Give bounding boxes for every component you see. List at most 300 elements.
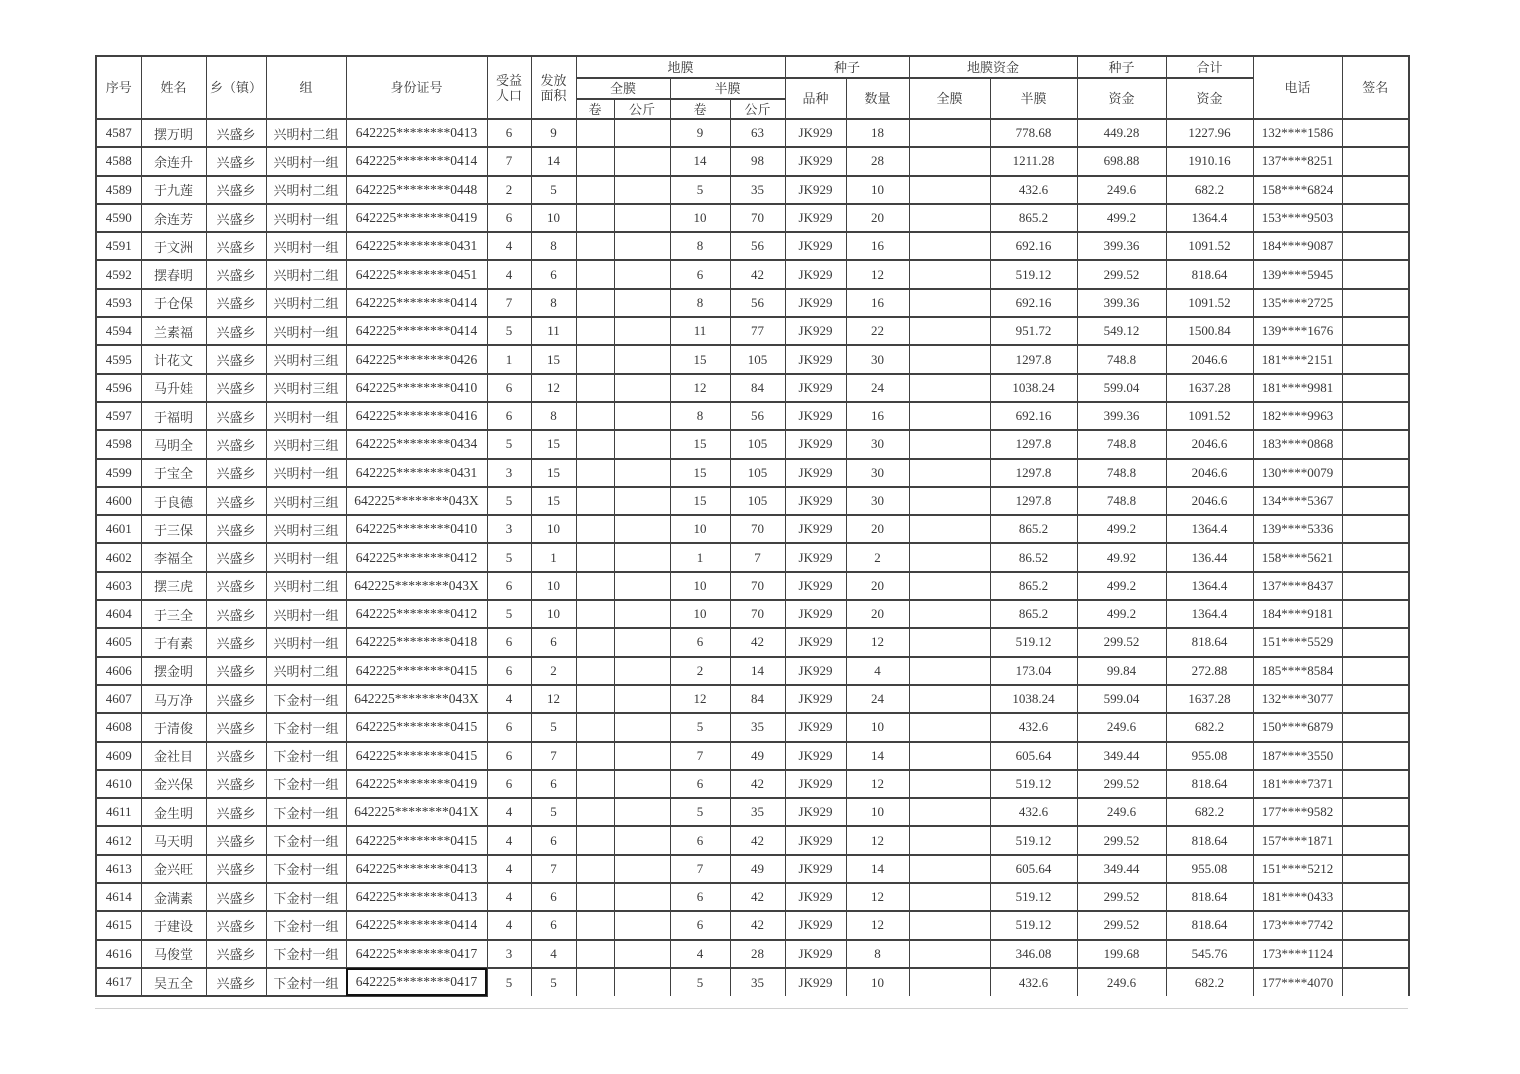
cell-seed-variety[interactable]: JK929 [785, 119, 846, 147]
cell-township[interactable]: 兴盛乡 [206, 119, 266, 147]
cell-full-film-roll[interactable] [576, 232, 614, 260]
cell-group[interactable]: 兴明村三组 [266, 430, 346, 458]
cell-group[interactable]: 下金村一组 [266, 940, 346, 968]
cell-area[interactable]: 9 [531, 119, 576, 147]
cell-township[interactable]: 兴盛乡 [206, 459, 266, 487]
cell-signature[interactable] [1342, 147, 1409, 175]
cell-seed-variety[interactable]: JK929 [785, 232, 846, 260]
cell-township[interactable]: 兴盛乡 [206, 657, 266, 685]
cell-signature[interactable] [1342, 515, 1409, 543]
cell-fund-seed[interactable]: 299.52 [1077, 628, 1166, 656]
cell-fund-full-film[interactable] [909, 685, 990, 713]
cell-fund-seed[interactable]: 499.2 [1077, 572, 1166, 600]
cell-fund-full-film[interactable] [909, 798, 990, 826]
cell-id-number[interactable]: 642225********0414 [346, 911, 487, 939]
header-film-group[interactable]: 地膜 [576, 56, 785, 78]
cell-full-film-kg[interactable] [614, 600, 670, 628]
cell-seed-quantity[interactable]: 20 [846, 515, 909, 543]
cell-fund-half-film[interactable]: 519.12 [990, 628, 1077, 656]
cell-area[interactable]: 15 [531, 345, 576, 373]
cell-beneficiaries[interactable]: 4 [487, 826, 531, 854]
cell-fund-total[interactable]: 1364.4 [1166, 515, 1253, 543]
cell-fund-seed[interactable]: 499.2 [1077, 515, 1166, 543]
cell-name[interactable]: 余连升 [141, 147, 206, 175]
cell-seed-quantity[interactable]: 14 [846, 855, 909, 883]
cell-full-film-roll[interactable] [576, 628, 614, 656]
cell-name[interactable]: 金满素 [141, 883, 206, 911]
cell-fund-total[interactable]: 545.76 [1166, 940, 1253, 968]
cell-township[interactable]: 兴盛乡 [206, 685, 266, 713]
cell-fund-seed[interactable]: 499.2 [1077, 204, 1166, 232]
cell-fund-seed[interactable]: 49.92 [1077, 543, 1166, 571]
cell-full-film-roll[interactable] [576, 147, 614, 175]
cell-half-film-kg[interactable]: 56 [730, 232, 785, 260]
cell-beneficiaries[interactable]: 6 [487, 713, 531, 741]
cell-full-film-kg[interactable] [614, 402, 670, 430]
cell-signature[interactable] [1342, 742, 1409, 770]
header-id-number[interactable]: 身份证号 [346, 56, 487, 119]
cell-serial[interactable]: 4616 [96, 940, 141, 968]
cell-seed-quantity[interactable]: 10 [846, 968, 909, 996]
cell-group[interactable]: 下金村一组 [266, 826, 346, 854]
cell-group[interactable]: 兴明村一组 [266, 628, 346, 656]
cell-full-film-roll[interactable] [576, 402, 614, 430]
cell-seed-variety[interactable]: JK929 [785, 459, 846, 487]
cell-half-film-kg[interactable]: 105 [730, 459, 785, 487]
cell-full-film-kg[interactable] [614, 515, 670, 543]
cell-area[interactable]: 8 [531, 402, 576, 430]
cell-signature[interactable] [1342, 402, 1409, 430]
cell-area[interactable]: 6 [531, 260, 576, 288]
cell-signature[interactable] [1342, 685, 1409, 713]
cell-seed-variety[interactable]: JK929 [785, 685, 846, 713]
cell-group[interactable]: 下金村一组 [266, 713, 346, 741]
header-seed-quantity[interactable]: 数量 [846, 78, 909, 119]
cell-fund-half-film[interactable]: 865.2 [990, 515, 1077, 543]
cell-signature[interactable] [1342, 940, 1409, 968]
cell-township[interactable]: 兴盛乡 [206, 260, 266, 288]
cell-fund-seed[interactable]: 748.8 [1077, 459, 1166, 487]
cell-seed-quantity[interactable]: 30 [846, 487, 909, 515]
cell-fund-total[interactable]: 1364.4 [1166, 600, 1253, 628]
cell-area[interactable]: 7 [531, 742, 576, 770]
cell-phone[interactable]: 183****0868 [1253, 430, 1342, 458]
cell-full-film-kg[interactable] [614, 826, 670, 854]
header-beneficiaries[interactable] [487, 56, 531, 119]
cell-half-film-roll[interactable]: 2 [670, 657, 730, 685]
cell-full-film-kg[interactable] [614, 572, 670, 600]
cell-group[interactable]: 兴明村一组 [266, 147, 346, 175]
cell-signature[interactable] [1342, 628, 1409, 656]
cell-signature[interactable] [1342, 798, 1409, 826]
cell-seed-variety[interactable]: JK929 [785, 600, 846, 628]
cell-phone[interactable]: 137****8251 [1253, 147, 1342, 175]
cell-full-film-roll[interactable] [576, 770, 614, 798]
cell-half-film-roll[interactable]: 8 [670, 402, 730, 430]
cell-signature[interactable] [1342, 459, 1409, 487]
cell-seed-quantity[interactable]: 30 [846, 430, 909, 458]
cell-half-film-roll[interactable]: 7 [670, 855, 730, 883]
cell-serial[interactable]: 4610 [96, 770, 141, 798]
cell-seed-quantity[interactable]: 30 [846, 345, 909, 373]
cell-seed-variety[interactable]: JK929 [785, 713, 846, 741]
cell-fund-half-film[interactable]: 1297.8 [990, 345, 1077, 373]
cell-beneficiaries[interactable]: 1 [487, 345, 531, 373]
cell-group[interactable]: 下金村一组 [266, 968, 346, 996]
cell-beneficiaries[interactable]: 2 [487, 176, 531, 204]
cell-half-film-roll[interactable]: 5 [670, 713, 730, 741]
cell-beneficiaries[interactable]: 3 [487, 515, 531, 543]
cell-full-film-roll[interactable] [576, 911, 614, 939]
cell-fund-half-film[interactable]: 778.68 [990, 119, 1077, 147]
cell-id-number[interactable]: 642225********043X [346, 685, 487, 713]
cell-seed-quantity[interactable]: 10 [846, 176, 909, 204]
cell-beneficiaries[interactable]: 7 [487, 289, 531, 317]
cell-fund-half-film[interactable]: 951.72 [990, 317, 1077, 345]
cell-seed-variety[interactable]: JK929 [785, 628, 846, 656]
cell-phone[interactable]: 181****2151 [1253, 345, 1342, 373]
cell-beneficiaries[interactable]: 6 [487, 657, 531, 685]
cell-fund-half-film[interactable]: 519.12 [990, 883, 1077, 911]
cell-fund-full-film[interactable] [909, 147, 990, 175]
cell-half-film-kg[interactable]: 84 [730, 685, 785, 713]
cell-full-film-kg[interactable] [614, 940, 670, 968]
cell-township[interactable]: 兴盛乡 [206, 855, 266, 883]
cell-id-number[interactable]: 642225********0414 [346, 147, 487, 175]
cell-phone[interactable]: 187****3550 [1253, 742, 1342, 770]
cell-id-number[interactable]: 642225********0434 [346, 430, 487, 458]
cell-fund-total[interactable]: 818.64 [1166, 260, 1253, 288]
cell-group[interactable]: 下金村一组 [266, 855, 346, 883]
cell-name[interactable]: 金兴保 [141, 770, 206, 798]
cell-township[interactable]: 兴盛乡 [206, 515, 266, 543]
cell-seed-variety[interactable]: JK929 [785, 742, 846, 770]
cell-name[interactable]: 摆万明 [141, 119, 206, 147]
cell-seed-quantity[interactable]: 20 [846, 204, 909, 232]
cell-group[interactable]: 兴明村二组 [266, 260, 346, 288]
cell-half-film-kg[interactable]: 28 [730, 940, 785, 968]
cell-full-film-kg[interactable] [614, 543, 670, 571]
cell-full-film-roll[interactable] [576, 685, 614, 713]
cell-id-number[interactable]: 642225********0416 [346, 402, 487, 430]
cell-id-number[interactable]: 642225********041X [346, 798, 487, 826]
cell-name[interactable]: 计花文 [141, 345, 206, 373]
cell-township[interactable]: 兴盛乡 [206, 374, 266, 402]
cell-half-film-roll[interactable]: 12 [670, 374, 730, 402]
cell-township[interactable]: 兴盛乡 [206, 487, 266, 515]
cell-fund-full-film[interactable] [909, 459, 990, 487]
cell-id-number[interactable]: 642225********0417 [346, 940, 487, 968]
cell-id-number[interactable]: 642225********0415 [346, 713, 487, 741]
cell-fund-seed[interactable]: 748.8 [1077, 487, 1166, 515]
cell-signature[interactable] [1342, 883, 1409, 911]
cell-area[interactable]: 6 [531, 911, 576, 939]
cell-fund-total[interactable]: 2046.6 [1166, 345, 1253, 373]
cell-fund-half-film[interactable]: 1297.8 [990, 487, 1077, 515]
cell-phone[interactable]: 153****9503 [1253, 204, 1342, 232]
cell-signature[interactable] [1342, 119, 1409, 147]
cell-phone[interactable]: 184****9181 [1253, 600, 1342, 628]
cell-full-film-kg[interactable] [614, 657, 670, 685]
cell-name[interactable]: 李福全 [141, 543, 206, 571]
cell-full-film-kg[interactable] [614, 147, 670, 175]
cell-name[interactable]: 兰素福 [141, 317, 206, 345]
cell-seed-variety[interactable]: JK929 [785, 402, 846, 430]
cell-group[interactable]: 下金村一组 [266, 742, 346, 770]
cell-serial[interactable]: 4587 [96, 119, 141, 147]
cell-phone[interactable]: 132****3077 [1253, 685, 1342, 713]
cell-fund-half-film[interactable]: 1297.8 [990, 430, 1077, 458]
cell-name[interactable]: 金兴旺 [141, 855, 206, 883]
cell-full-film-kg[interactable] [614, 798, 670, 826]
header-fund-full-film[interactable]: 全膜 [909, 78, 990, 119]
cell-full-film-roll[interactable] [576, 430, 614, 458]
header-seed-variety[interactable]: 品种 [785, 78, 846, 119]
cell-fund-full-film[interactable] [909, 232, 990, 260]
cell-township[interactable]: 兴盛乡 [206, 628, 266, 656]
cell-name[interactable]: 于三全 [141, 600, 206, 628]
cell-group[interactable]: 下金村一组 [266, 770, 346, 798]
cell-seed-quantity[interactable]: 16 [846, 402, 909, 430]
cell-half-film-roll[interactable]: 10 [670, 204, 730, 232]
header-fund-half-film[interactable]: 半膜 [990, 78, 1077, 119]
cell-id-number[interactable]: 642225********0410 [346, 515, 487, 543]
cell-name[interactable]: 于三保 [141, 515, 206, 543]
cell-fund-full-film[interactable] [909, 430, 990, 458]
cell-name[interactable]: 于宝全 [141, 459, 206, 487]
header-area[interactable] [531, 56, 576, 119]
cell-seed-variety[interactable]: JK929 [785, 657, 846, 685]
cell-group[interactable]: 兴明村二组 [266, 176, 346, 204]
cell-half-film-kg[interactable]: 98 [730, 147, 785, 175]
cell-area[interactable]: 11 [531, 317, 576, 345]
cell-beneficiaries[interactable]: 3 [487, 940, 531, 968]
cell-signature[interactable] [1342, 572, 1409, 600]
cell-township[interactable]: 兴盛乡 [206, 713, 266, 741]
cell-beneficiaries[interactable]: 4 [487, 855, 531, 883]
cell-group[interactable]: 兴明村一组 [266, 204, 346, 232]
cell-area[interactable]: 12 [531, 374, 576, 402]
cell-full-film-kg[interactable] [614, 176, 670, 204]
cell-half-film-kg[interactable]: 56 [730, 289, 785, 317]
cell-seed-variety[interactable]: JK929 [785, 289, 846, 317]
cell-signature[interactable] [1342, 430, 1409, 458]
cell-fund-full-film[interactable] [909, 911, 990, 939]
cell-beneficiaries[interactable]: 5 [487, 317, 531, 345]
cell-serial[interactable]: 4591 [96, 232, 141, 260]
cell-beneficiaries[interactable]: 5 [487, 430, 531, 458]
cell-serial[interactable]: 4588 [96, 147, 141, 175]
cell-township[interactable]: 兴盛乡 [206, 798, 266, 826]
cell-id-number[interactable]: 642225********0418 [346, 628, 487, 656]
cell-name[interactable]: 马万净 [141, 685, 206, 713]
cell-seed-quantity[interactable]: 4 [846, 657, 909, 685]
cell-fund-total[interactable]: 1227.96 [1166, 119, 1253, 147]
cell-beneficiaries[interactable]: 6 [487, 374, 531, 402]
cell-id-number[interactable]: 642225********0413 [346, 855, 487, 883]
cell-seed-variety[interactable]: JK929 [785, 515, 846, 543]
cell-id-number[interactable]: 642225********0415 [346, 826, 487, 854]
cell-full-film-kg[interactable] [614, 883, 670, 911]
cell-fund-seed[interactable]: 249.6 [1077, 968, 1166, 996]
cell-seed-quantity[interactable]: 16 [846, 289, 909, 317]
cell-beneficiaries[interactable]: 4 [487, 883, 531, 911]
cell-signature[interactable] [1342, 289, 1409, 317]
cell-seed-quantity[interactable]: 22 [846, 317, 909, 345]
cell-half-film-kg[interactable]: 49 [730, 855, 785, 883]
cell-fund-seed[interactable]: 349.44 [1077, 855, 1166, 883]
cell-half-film-roll[interactable]: 6 [670, 883, 730, 911]
cell-signature[interactable] [1342, 204, 1409, 232]
cell-fund-full-film[interactable] [909, 260, 990, 288]
cell-seed-quantity[interactable]: 28 [846, 147, 909, 175]
cell-fund-total[interactable]: 955.08 [1166, 742, 1253, 770]
cell-fund-half-film[interactable]: 865.2 [990, 600, 1077, 628]
cell-half-film-roll[interactable]: 7 [670, 742, 730, 770]
cell-seed-quantity[interactable]: 12 [846, 883, 909, 911]
cell-half-film-kg[interactable]: 105 [730, 430, 785, 458]
header-full-film-roll[interactable]: 卷 [576, 99, 614, 119]
cell-area[interactable]: 12 [531, 685, 576, 713]
cell-beneficiaries[interactable]: 6 [487, 742, 531, 770]
cell-full-film-roll[interactable] [576, 798, 614, 826]
cell-seed-variety[interactable]: JK929 [785, 968, 846, 996]
cell-phone[interactable]: 158****5621 [1253, 543, 1342, 571]
cell-full-film-kg[interactable] [614, 685, 670, 713]
cell-phone[interactable]: 181****9981 [1253, 374, 1342, 402]
cell-signature[interactable] [1342, 232, 1409, 260]
cell-half-film-kg[interactable]: 70 [730, 515, 785, 543]
cell-half-film-roll[interactable]: 8 [670, 232, 730, 260]
cell-township[interactable]: 兴盛乡 [206, 826, 266, 854]
cell-full-film-kg[interactable] [614, 317, 670, 345]
cell-signature[interactable] [1342, 713, 1409, 741]
cell-serial[interactable]: 4599 [96, 459, 141, 487]
cell-group[interactable]: 兴明村二组 [266, 572, 346, 600]
cell-fund-half-film[interactable]: 173.04 [990, 657, 1077, 685]
cell-beneficiaries[interactable]: 6 [487, 628, 531, 656]
cell-id-number[interactable]: 642225********0414 [346, 317, 487, 345]
cell-fund-seed[interactable]: 599.04 [1077, 685, 1166, 713]
cell-signature[interactable] [1342, 855, 1409, 883]
cell-fund-half-film[interactable]: 519.12 [990, 826, 1077, 854]
cell-phone[interactable]: 134****5367 [1253, 487, 1342, 515]
cell-township[interactable]: 兴盛乡 [206, 147, 266, 175]
cell-half-film-kg[interactable]: 77 [730, 317, 785, 345]
cell-full-film-kg[interactable] [614, 459, 670, 487]
cell-serial[interactable]: 4603 [96, 572, 141, 600]
cell-fund-seed[interactable]: 399.36 [1077, 289, 1166, 317]
cell-fund-full-film[interactable] [909, 826, 990, 854]
cell-seed-variety[interactable]: JK929 [785, 317, 846, 345]
cell-seed-variety[interactable]: JK929 [785, 798, 846, 826]
cell-name[interactable]: 金生明 [141, 798, 206, 826]
cell-fund-full-film[interactable] [909, 317, 990, 345]
cell-seed-quantity[interactable]: 8 [846, 940, 909, 968]
cell-half-film-roll[interactable]: 14 [670, 147, 730, 175]
cell-signature[interactable] [1342, 657, 1409, 685]
cell-group[interactable]: 兴明村三组 [266, 374, 346, 402]
cell-beneficiaries[interactable]: 5 [487, 543, 531, 571]
cell-fund-full-film[interactable] [909, 713, 990, 741]
cell-beneficiaries[interactable]: 4 [487, 232, 531, 260]
cell-fund-seed[interactable]: 249.6 [1077, 176, 1166, 204]
cell-full-film-kg[interactable] [614, 430, 670, 458]
cell-fund-full-film[interactable] [909, 289, 990, 317]
cell-area[interactable]: 10 [531, 600, 576, 628]
cell-serial[interactable]: 4592 [96, 260, 141, 288]
cell-township[interactable]: 兴盛乡 [206, 940, 266, 968]
cell-fund-seed[interactable]: 249.6 [1077, 798, 1166, 826]
cell-area[interactable]: 15 [531, 430, 576, 458]
cell-group[interactable]: 兴明村一组 [266, 600, 346, 628]
cell-serial[interactable]: 4598 [96, 430, 141, 458]
cell-phone[interactable]: 173****1124 [1253, 940, 1342, 968]
cell-signature[interactable] [1342, 543, 1409, 571]
cell-beneficiaries[interactable]: 4 [487, 798, 531, 826]
cell-township[interactable]: 兴盛乡 [206, 911, 266, 939]
cell-half-film-roll[interactable]: 12 [670, 685, 730, 713]
cell-fund-seed[interactable]: 698.88 [1077, 147, 1166, 175]
cell-fund-seed[interactable]: 299.52 [1077, 770, 1166, 798]
cell-full-film-roll[interactable] [576, 940, 614, 968]
cell-signature[interactable] [1342, 487, 1409, 515]
cell-seed-quantity[interactable]: 10 [846, 798, 909, 826]
cell-fund-half-film[interactable]: 1297.8 [990, 459, 1077, 487]
cell-township[interactable]: 兴盛乡 [206, 204, 266, 232]
cell-beneficiaries[interactable]: 5 [487, 600, 531, 628]
cell-half-film-roll[interactable]: 5 [670, 798, 730, 826]
cell-fund-seed[interactable]: 549.12 [1077, 317, 1166, 345]
cell-seed-quantity[interactable]: 20 [846, 600, 909, 628]
cell-fund-full-film[interactable] [909, 402, 990, 430]
cell-serial[interactable]: 4595 [96, 345, 141, 373]
cell-fund-total[interactable]: 272.88 [1166, 657, 1253, 685]
cell-id-number[interactable]: 642225********0417 [346, 968, 487, 996]
cell-full-film-kg[interactable] [614, 232, 670, 260]
cell-fund-full-film[interactable] [909, 572, 990, 600]
cell-fund-half-film[interactable]: 865.2 [990, 572, 1077, 600]
cell-township[interactable]: 兴盛乡 [206, 345, 266, 373]
cell-area[interactable]: 6 [531, 770, 576, 798]
cell-serial[interactable]: 4594 [96, 317, 141, 345]
cell-half-film-roll[interactable]: 6 [670, 911, 730, 939]
cell-seed-quantity[interactable]: 12 [846, 770, 909, 798]
cell-group[interactable]: 兴明村三组 [266, 515, 346, 543]
cell-seed-quantity[interactable]: 24 [846, 374, 909, 402]
cell-fund-total[interactable]: 1637.28 [1166, 685, 1253, 713]
cell-id-number[interactable]: 642225********0431 [346, 459, 487, 487]
cell-beneficiaries[interactable]: 6 [487, 770, 531, 798]
cell-seed-quantity[interactable]: 10 [846, 713, 909, 741]
cell-serial[interactable]: 4606 [96, 657, 141, 685]
cell-fund-full-film[interactable] [909, 855, 990, 883]
cell-area[interactable]: 10 [531, 204, 576, 232]
cell-beneficiaries[interactable]: 4 [487, 260, 531, 288]
cell-full-film-kg[interactable] [614, 742, 670, 770]
cell-phone[interactable]: 181****7371 [1253, 770, 1342, 798]
cell-seed-variety[interactable]: JK929 [785, 543, 846, 571]
cell-fund-full-film[interactable] [909, 176, 990, 204]
cell-area[interactable]: 5 [531, 713, 576, 741]
cell-beneficiaries[interactable]: 6 [487, 204, 531, 232]
cell-full-film-roll[interactable] [576, 713, 614, 741]
cell-area[interactable]: 2 [531, 657, 576, 685]
cell-seed-quantity[interactable]: 12 [846, 628, 909, 656]
cell-area[interactable]: 5 [531, 968, 576, 996]
cell-full-film-kg[interactable] [614, 770, 670, 798]
cell-full-film-roll[interactable] [576, 204, 614, 232]
